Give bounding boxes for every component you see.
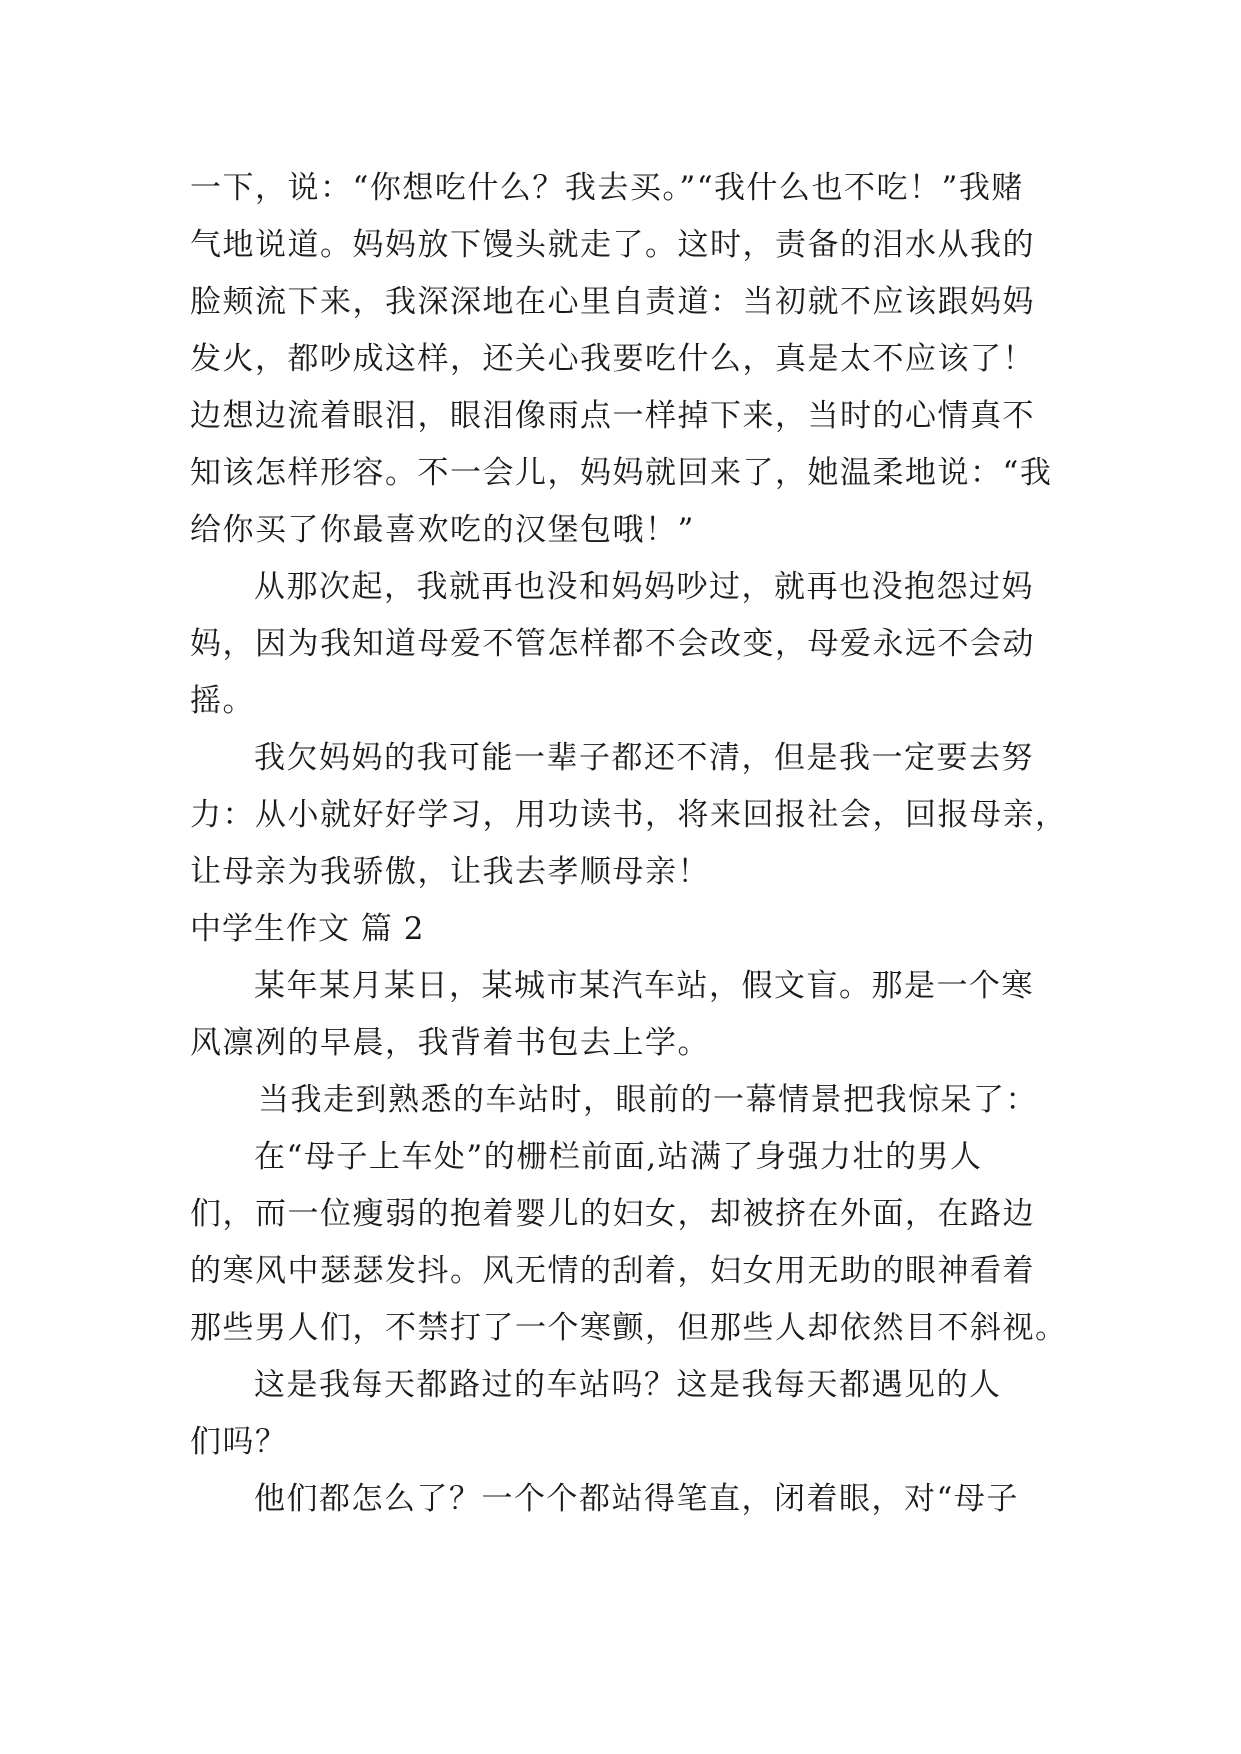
text-line: 知该怎样形容。不一会儿，妈妈就回来了，她温柔地说：“我 bbox=[190, 455, 1053, 491]
section-heading: 中学生作文 篇 2 bbox=[190, 911, 425, 947]
text-line: 的寒风中瑟瑟发抖。风无情的刮着，妇女用无助的眼神看着 bbox=[190, 1253, 1035, 1289]
paragraph-start-line: 我欠妈妈的我可能一辈子都还不清，但是我一定要去努 bbox=[254, 740, 1034, 776]
text-line: 一下，说：“你想吃什么？我去买。”“我什么也不吃！”我赌 bbox=[190, 170, 1024, 206]
paragraph-start-line: 这是我每天都路过的车站吗？这是我每天都遇见的人 bbox=[254, 1367, 1002, 1403]
text-line: 气地说道。妈妈放下馒头就走了。这时，责备的泪水从我的 bbox=[190, 227, 1035, 263]
paragraph-start-line: 当我走到熟悉的车站时，眼前的一幕情景把我惊呆了： bbox=[258, 1082, 1038, 1118]
text-line: 边想边流着眼泪，眼泪像雨点一样掉下来，当时的心情真不 bbox=[190, 398, 1035, 434]
paragraph-start-line: 从那次起，我就再也没和妈妈吵过，就再也没抱怨过妈 bbox=[254, 569, 1034, 605]
text-line: 力：从小就好好学习，用功读书，将来回报社会，回报母亲， bbox=[190, 797, 1068, 833]
text-line: 让母亲为我骄傲，让我去孝顺母亲！ bbox=[190, 854, 710, 890]
paragraph-start-line: 在“母子上车处”的栅栏前面,站满了身强力壮的男人 bbox=[254, 1139, 983, 1175]
text-line: 脸颊流下来，我深深地在心里自责道：当初就不应该跟妈妈 bbox=[190, 284, 1035, 320]
text-line: 给你买了你最喜欢吃的汉堡包哦！” bbox=[190, 512, 695, 548]
text-line: 妈，因为我知道母爱不管怎样都不会改变，母爱永远不会动 bbox=[190, 626, 1035, 662]
text-line: 们吗？ bbox=[190, 1424, 288, 1460]
text-line: 们，而一位瘦弱的抱着婴儿的妇女，却被挤在外面，在路边 bbox=[190, 1196, 1035, 1232]
text-line: 摇。 bbox=[190, 683, 255, 719]
paragraph-start-line: 他们都怎么了？一个个都站得笔直，闭着眼，对“母子 bbox=[254, 1481, 1019, 1517]
text-line: 那些男人们，不禁打了一个寒颤，但那些人却依然目不斜视。 bbox=[190, 1310, 1068, 1346]
text-line: 风凛冽的早晨，我背着书包去上学。 bbox=[190, 1025, 710, 1061]
text-line: 发火，都吵成这样，还关心我要吃什么，真是太不应该了！ bbox=[190, 341, 1035, 377]
paragraph-start-line: 某年某月某日，某城市某汽车站，假文盲。那是一个寒 bbox=[254, 968, 1034, 1004]
